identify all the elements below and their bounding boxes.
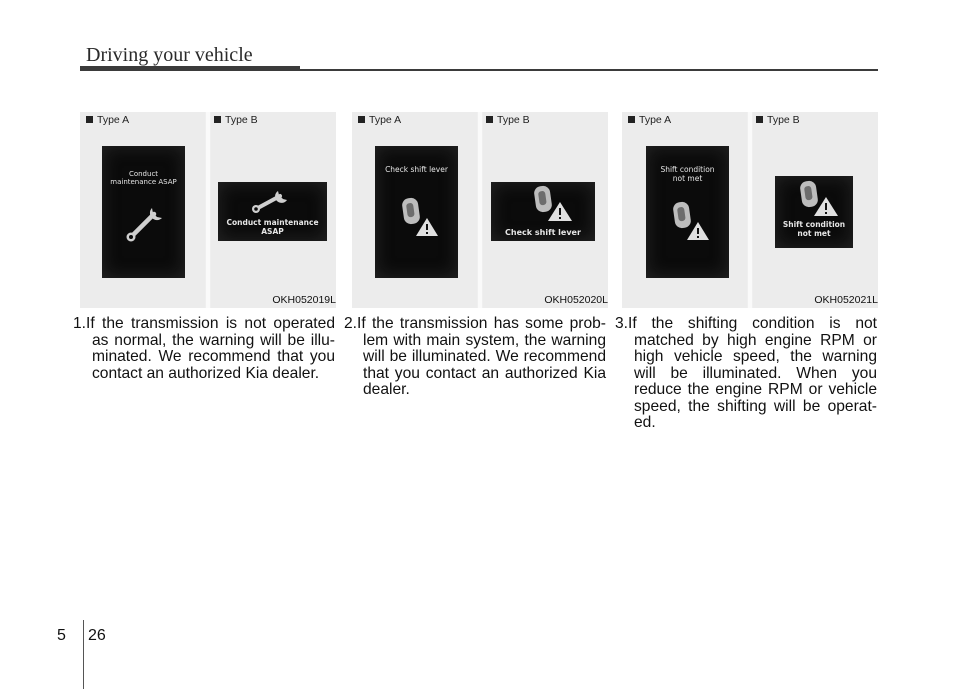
bullet-square-icon — [358, 116, 365, 123]
bullet-square-icon — [628, 116, 635, 123]
figure-maintenance — [80, 112, 336, 308]
bullet-square-icon — [756, 116, 763, 123]
display-type-b — [218, 182, 327, 241]
page-header-title: Driving your vehicle — [86, 44, 253, 66]
paragraph-1: 1.If the transmission is not operated as normal, the warning will be illu-minated. We recommend that you contact an authorized Kia dealer. — [73, 315, 335, 382]
section-number: 5 — [57, 627, 66, 644]
type-b-label: Type B — [486, 114, 530, 126]
display-message: Check shift lever — [505, 228, 581, 237]
type-b-label: Type B — [756, 114, 800, 126]
figure-code: OKH052020L — [544, 294, 608, 306]
header-rule-thick — [80, 66, 300, 71]
bullet-square-icon — [214, 116, 221, 123]
bullet-square-icon — [486, 116, 493, 123]
shift-lever-warning-icon — [795, 180, 839, 218]
figure-shift-condition — [622, 112, 878, 308]
display-message: Check shift lever — [385, 165, 448, 174]
bullet-square-icon — [86, 116, 93, 123]
type-a-label: Type A — [628, 114, 671, 126]
shift-lever-warning-icon — [670, 200, 710, 242]
figure-code: OKH052021L — [814, 294, 878, 306]
display-message: Shift condition not met — [660, 165, 715, 183]
wrench-icon — [122, 204, 166, 244]
paragraph-3: 3.If the shifting condition is not matched by high engine RPM or high vehicle speed, the warning will be illuminated. When you reduce the engine RPM or vehicle speed, the shifting will be operat-ed. — [615, 315, 877, 431]
display-type-a — [646, 146, 729, 278]
display-message: Shift condition not met — [782, 220, 846, 238]
type-a-label: Type A — [86, 114, 129, 126]
shift-lever-warning-icon — [399, 196, 439, 238]
type-b-label: Type B — [214, 114, 258, 126]
display-type-b — [491, 182, 595, 241]
display-message: Conduct maintenance ASAP — [110, 170, 177, 187]
type-a-label: Type A — [358, 114, 401, 126]
footer-rule — [83, 620, 84, 689]
wrench-icon — [248, 188, 292, 214]
header-rule-thin — [300, 69, 878, 71]
paragraph-2: 2.If the transmission has some prob-lem with main system, the warning will be illuminated. We recommend that you contact an authorized Kia dealer. — [344, 315, 606, 398]
shift-lever-warning-icon — [529, 185, 573, 223]
display-type-b — [775, 176, 853, 248]
figure-check-shift-lever — [352, 112, 608, 308]
display-type-a — [375, 146, 458, 278]
figure-code: OKH052019L — [272, 294, 336, 306]
page-number: 26 — [88, 627, 106, 644]
display-type-a — [102, 146, 185, 278]
display-message: Conduct maintenance ASAP — [226, 218, 319, 236]
